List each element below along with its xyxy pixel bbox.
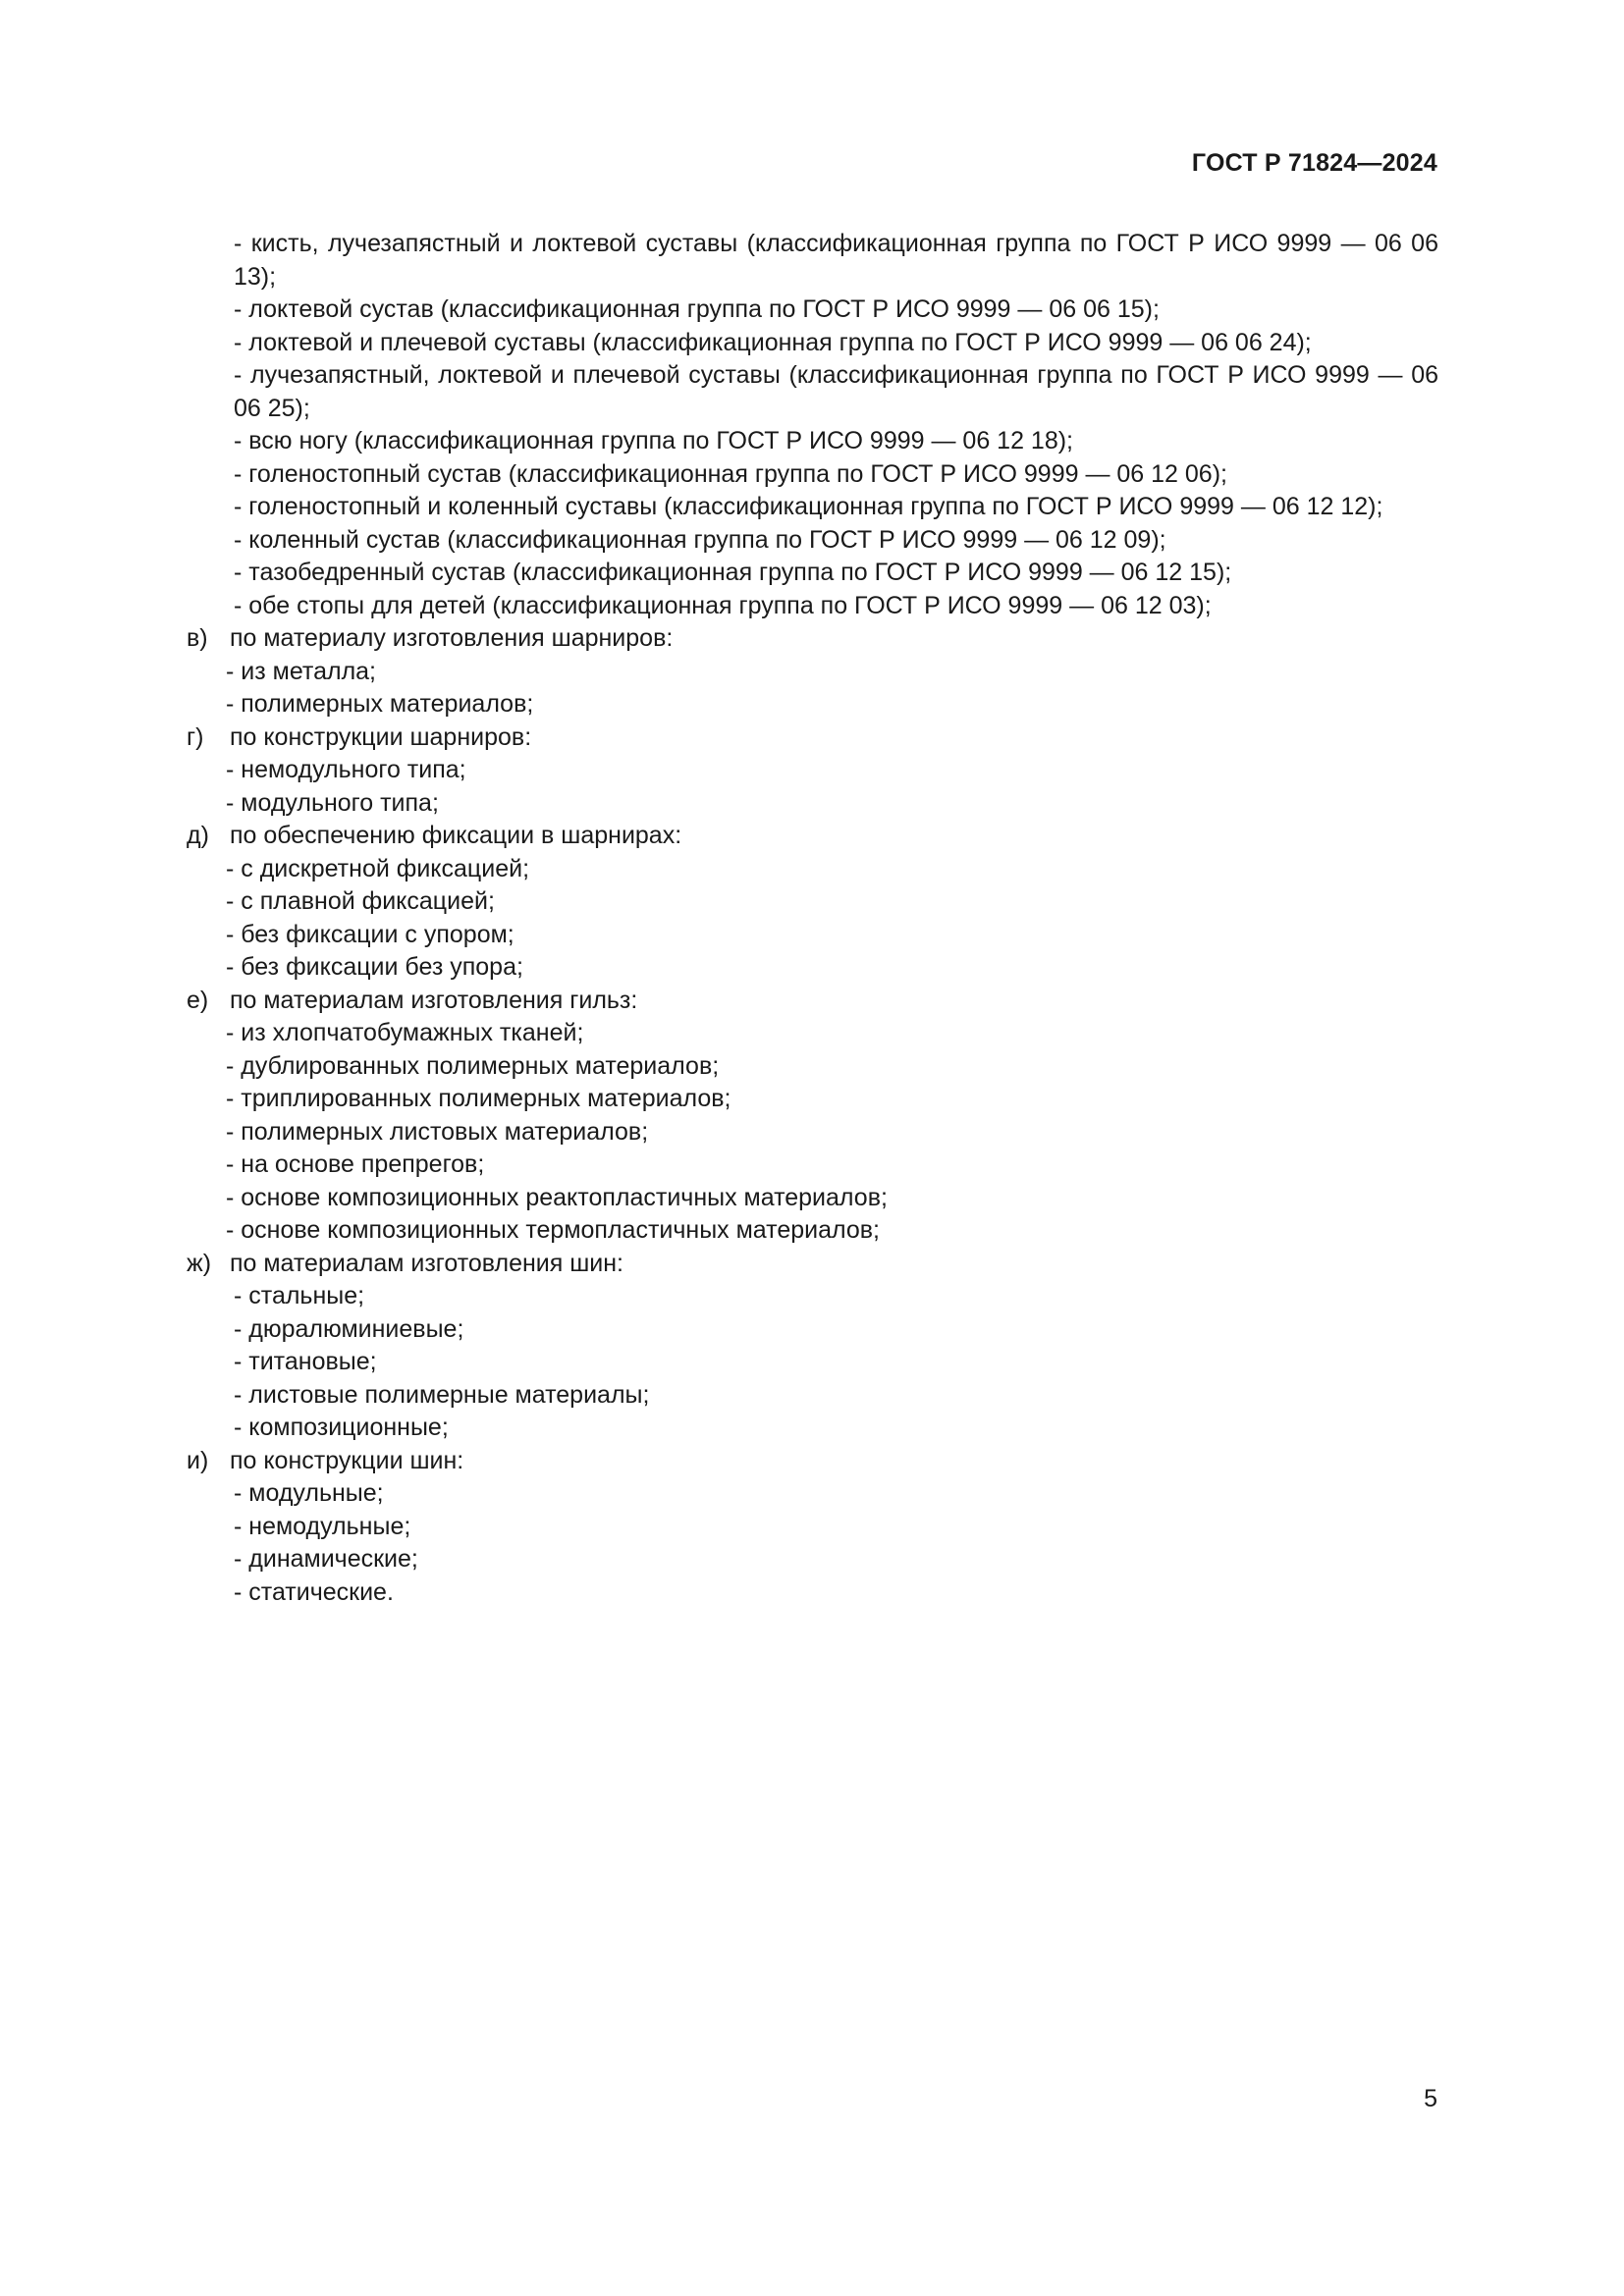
list-item: - локтевой и плечевой суставы (классификационная группа по ГОСТ Р ИСО 9999 — 06 06 24); <box>234 328 1312 356</box>
list-item: - коленный сустав (классификационная группа по ГОСТ Р ИСО 9999 — 06 12 09); <box>234 525 1166 554</box>
list-item: - композиционные; <box>234 1414 449 1441</box>
section-title: по материалам изготовления гильз: <box>229 986 638 1014</box>
list-item: - кисть, лучезапястный и локтевой суставы (классификационная группа по ГОСТ Р ИСО 9999 — 06 06 13); <box>234 230 1438 291</box>
section-e <box>187 985 1438 1018</box>
section-g <box>187 721 1438 755</box>
list-item: - динамические; <box>234 1545 418 1573</box>
section-letter: в) <box>187 624 208 652</box>
list-item: - статические. <box>234 1577 394 1606</box>
section-letter: д) <box>187 822 209 849</box>
section-title: по конструкции шарниров: <box>229 722 532 751</box>
section-letter: и) <box>187 1446 209 1474</box>
section-i <box>187 1445 1438 1478</box>
list-item: - модульные; <box>234 1479 384 1507</box>
list-item: - обе стопы для детей (классификационная группа по ГОСТ Р ИСО 9999 — 06 12 03); <box>234 591 1212 619</box>
section-title: по конструкции шин: <box>229 1446 464 1474</box>
list-item: - из металла; <box>226 657 377 685</box>
list-item: - лучезапястный, локтевой и плечевой суставы (классификационная группа по ГОСТ Р ИСО 9999 — 06 06 25); <box>234 361 1438 422</box>
list-item: - триплированных полимерных материалов; <box>226 1085 731 1112</box>
list-item: - листовые полимерные материалы; <box>234 1380 650 1409</box>
section-letter: е) <box>187 986 209 1014</box>
list-item: - из хлопчатобумажных тканей; <box>226 1019 584 1046</box>
section-zh <box>187 1248 1438 1281</box>
list-item: - без фиксации с упором; <box>226 920 514 948</box>
list-item: - основе композиционных реактопластичных материалов; <box>226 1183 888 1211</box>
list-item: - модульного типа; <box>226 788 439 817</box>
list-item: - немодульного типа; <box>226 756 466 783</box>
section-title: по материалам изготовления шин: <box>229 1249 624 1277</box>
list-item: - голеностопный сустав (классификационная группа по ГОСТ Р ИСО 9999 — 06 12 06); <box>234 459 1227 488</box>
document-code: ГОСТ Р 71824—2024 <box>1191 149 1437 177</box>
list-item: - на основе препрегов; <box>226 1150 485 1178</box>
list-item: - титановые; <box>234 1348 377 1375</box>
list-item: - стальные; <box>234 1282 365 1309</box>
list-item: - с дискретной фиксацией; <box>226 854 530 882</box>
list-item: - основе композиционных термопластичных материалов; <box>226 1216 880 1244</box>
section-letter: г) <box>187 722 204 751</box>
list-item: - без фиксации без упора; <box>226 953 523 981</box>
list-item: - локтевой сустав (классификационная группа по ГОСТ Р ИСО 9999 — 06 06 15); <box>234 295 1160 323</box>
page-number: 5 <box>1424 2085 1437 2112</box>
section-letter: ж) <box>187 1249 212 1277</box>
list-item: - голеностопный и коленный суставы (классификационная группа по ГОСТ Р ИСО 9999 — 06 12 12); <box>234 493 1383 520</box>
list-item: - дюралюминиевые; <box>234 1314 464 1343</box>
list-item: - всю ногу (классификационная группа по ГОСТ Р ИСО 9999 — 06 12 18); <box>234 427 1074 454</box>
list-item: - тазобедренный сустав (классификационная группа по ГОСТ Р ИСО 9999 — 06 12 15); <box>234 559 1232 586</box>
list-item: - дублированных полимерных материалов; <box>226 1051 720 1080</box>
list-item: - с плавной фиксацией; <box>226 887 495 915</box>
list-item: - полимерных листовых материалов; <box>226 1117 649 1146</box>
list-item: - полимерных материалов; <box>226 690 534 718</box>
section-d <box>187 820 1438 853</box>
section-v <box>187 622 1438 656</box>
document-body <box>187 228 1438 1609</box>
list-item: - немодульные; <box>234 1512 411 1540</box>
section-title: по обеспечению фиксации в шарнирах: <box>229 822 682 849</box>
section-title: по материалу изготовления шарниров: <box>229 624 674 652</box>
